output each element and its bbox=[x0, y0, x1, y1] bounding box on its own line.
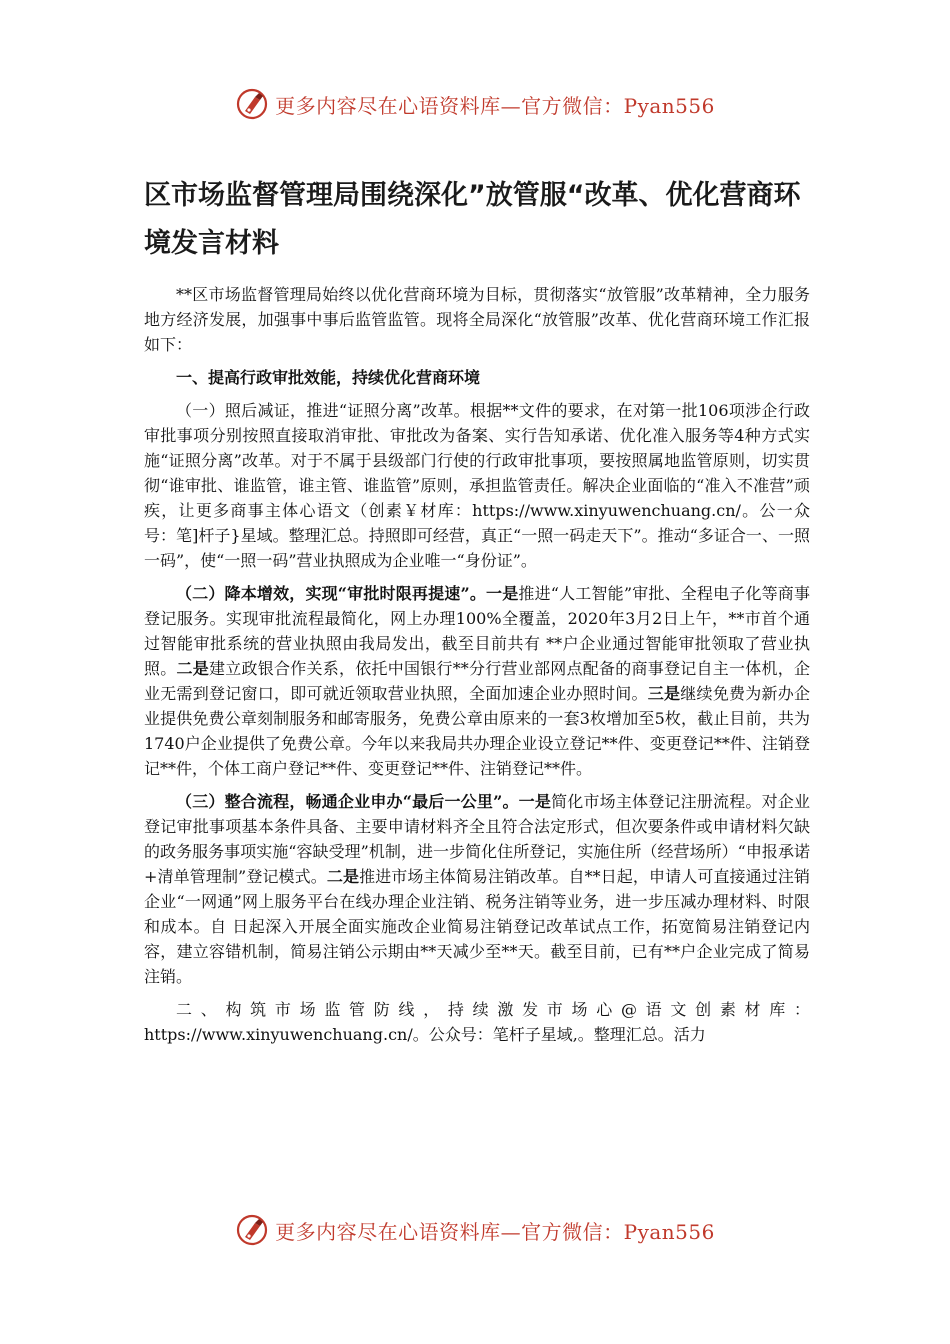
section-1-heading bbox=[144, 365, 810, 390]
paragraph-2-heading: （二）降本增效，实现“审批时限再提速”。 bbox=[176, 584, 487, 603]
paragraph-2-text-3: 继续免费为新办企业提供免费公章刻制服务和邮寄服务，免费公章由原来的一套3枚增加至5枚，截止目前，共为1740户企业提供了免费公章。今年以来我局共办理企业设立登记**件、变更登记**件、注销登记**件，个体工商户登记**件、变更登记**件、注销登记**件。 bbox=[144, 684, 810, 778]
document-title: 区市场监督管理局围绕深化”放管服“改革、优化营商环境发言材料 bbox=[144, 180, 801, 259]
paragraph-3-heading: （三）整合流程，畅通企业申办“最后一公里”。 bbox=[176, 792, 519, 811]
section-1-paragraph-3 bbox=[144, 789, 810, 989]
keyword-third: 三是 bbox=[647, 684, 681, 703]
paragraph-3-text-1: 简化市场主体登记注册流程。对企业登记审批事项基本条件具备、主要申请材料齐全且符合法定形式，但次要条件或申请材料欠缺的政务服务事项实施“容缺受理”机制，进一步简化住所登记，实施住所（经营场所）“申报承诺+清单管理制”登记模式。 bbox=[144, 792, 810, 886]
keyword-second: 二是 bbox=[176, 659, 209, 678]
banner-text: 更多内容尽在心语资料库—官方微信：Pyan556 bbox=[275, 1219, 715, 1244]
intro-paragraph: **区市场监督管理局始终以优化营商环境为目标，贯彻落实“放管服”改革精神，全力服务地方经济发展，加强事中事后监管监管。现将全局深化“放管服”改革、优化营商环境工作汇报如下： bbox=[144, 285, 810, 354]
header-banner bbox=[0, 86, 950, 122]
section-1-heading-text: 一、提高行政审批效能，持续优化营商环境 bbox=[176, 368, 481, 387]
banner-text: 更多内容尽在心语资料库—官方微信：Pyan556 bbox=[275, 93, 715, 118]
section-1-paragraph-1: （一）照后减证，推进“证照分离”改革。根据**文件的要求，在对第一批106项涉企行政审批事项分别按照直接取消审批、审批改为备案、实行告知承诺、优化准入服务等4种方式实施“证照分离”改革。对于不属于县级部门行使的行政审批事项，要按照属地监管原则，切实贯彻“谁审批、谁监管，谁主管、谁监管”原则，承担监管责任。解决企业面临的“准入不准营”顽疾，让更多商事主体心语文（创素￥材库：https://www.xinyuwenchuang.cn/。公一众号：笔]杆子}星域。整理汇总。持照即可经营，真正“一照一码走天下”。推动“多证合一、一照一码”，使“一照一码”营业执照成为企业唯一“身份证”。 bbox=[144, 401, 810, 570]
keyword-second: 二是 bbox=[326, 867, 360, 886]
paragraph-2-text-1: 推进“人工智能”审批、全程电子化等商事登记服务。实现审批流程最简化，网上办理100%全覆盖，2020年3月2日上午，**市首个通过智能审批系统的营业执照由我局发出，截至目前共有 **户企业通过智能审批领取了营业执照。 bbox=[144, 584, 810, 678]
paragraph-3-text-2: 推进市场主体简易注销改革。自**日起，申请人可直接通过注销企业“一网通”网上服务平台在线办理企业注销、税务注销等业务，进一步压减办理材料、时限和成本。自 日起深入开展全面实施改企业简易注销登记改革试点工作，拓宽简易注销登记内容，建立容错机制，简易注销公示期由**天减少至**天。截至目前，已有**户企业完成了简易注销。 bbox=[144, 867, 810, 986]
document-body bbox=[144, 282, 810, 1047]
pen-nib-logo-icon bbox=[235, 1213, 269, 1247]
footer-banner bbox=[0, 1212, 950, 1248]
paragraph-2-text-2: 建立政银合作关系，依托中国银行**分行营业部网点配备的商事登记自主一体机，企业无需到登记窗口，即可就近领取营业执照，全面加速企业办照时间。 bbox=[144, 659, 810, 703]
section-1-paragraph-2 bbox=[144, 581, 810, 781]
section-2-heading: 二、构筑市场监管防线，持续激发市场心@语文创素材库：https://www.xinyuwenchuang.cn/。公众号：笔杆子星域,。整理汇总。活力 bbox=[144, 1000, 810, 1044]
pen-nib-logo-icon bbox=[235, 87, 269, 121]
keyword-first: 一是 bbox=[518, 792, 552, 811]
keyword-first: 一是 bbox=[486, 584, 519, 603]
